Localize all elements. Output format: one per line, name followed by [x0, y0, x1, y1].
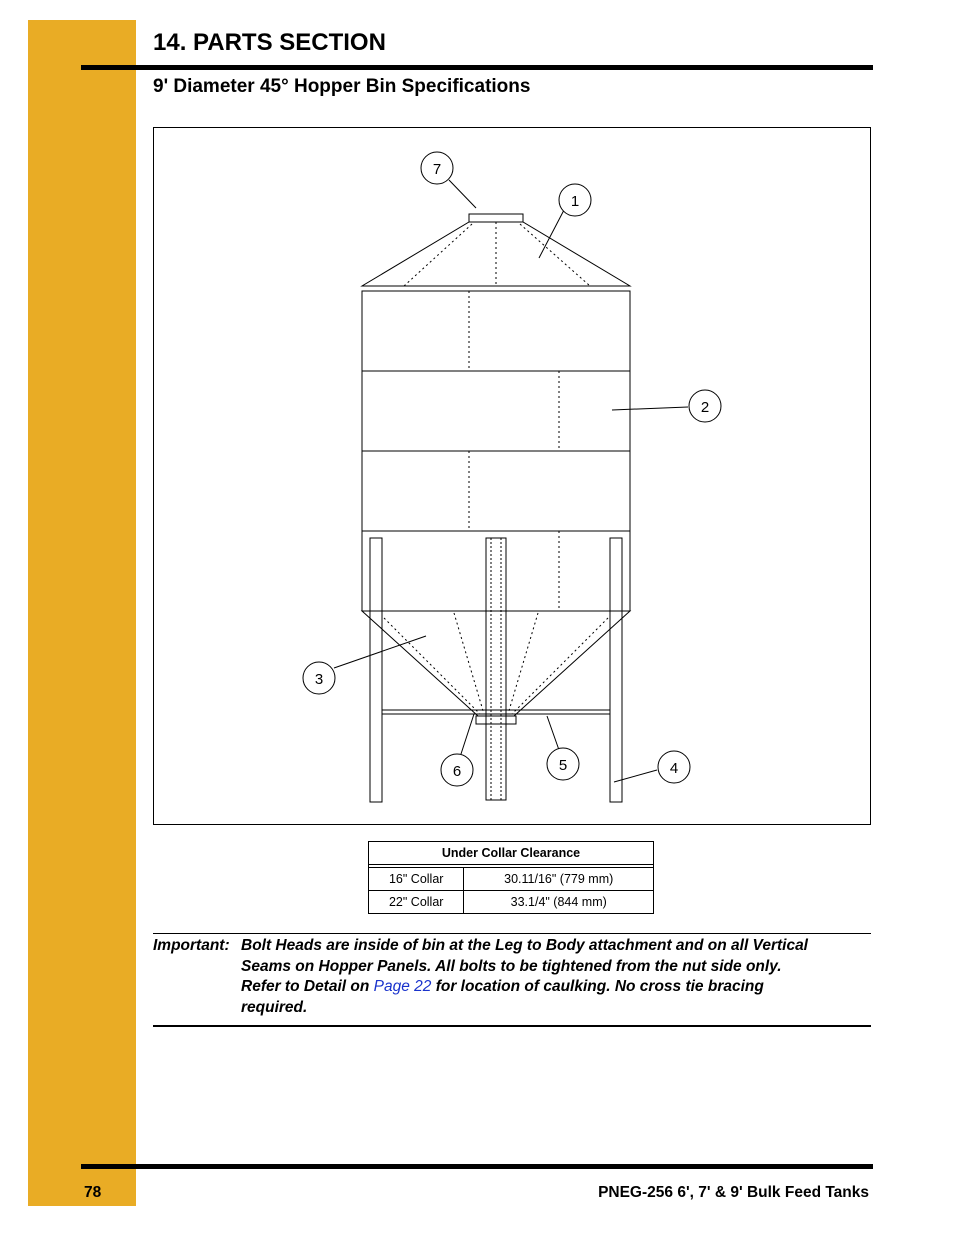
callout-6-label: 6: [452, 763, 462, 780]
bin-diagram: [154, 128, 870, 824]
callout-6: [441, 754, 473, 786]
note-bottom-rule: [153, 1025, 871, 1027]
note-line-3-post: for location of caulking. No cross tie bracing: [435, 978, 764, 995]
bin-leg-left: [370, 538, 382, 802]
note-line-3-pre: Refer to Detail on: [241, 978, 370, 995]
callout-7: [421, 152, 453, 184]
note-line-3: [153, 977, 873, 998]
collar-clearance-table: [368, 841, 654, 914]
callout-3: [303, 662, 335, 694]
sidebar-band: [28, 20, 136, 1206]
page-number: 78: [84, 1184, 102, 1201]
section-title: 14. PARTS SECTION: [153, 29, 386, 56]
hopper-seam: [512, 618, 608, 714]
body-ring-4: [362, 531, 630, 611]
bin-top-cap: [469, 214, 523, 222]
body-ring-1: [362, 291, 630, 371]
callout-3-label: 3: [314, 671, 324, 688]
callout-2: [689, 390, 721, 422]
note-line-1-text: Bolt Heads are inside of bin at the Leg to Body attachment and on all Vertical: [241, 937, 808, 954]
important-note: [153, 936, 873, 1018]
footer-rule: [81, 1164, 873, 1169]
header-rule: [81, 65, 873, 70]
leader-3: [334, 636, 426, 668]
leader-7: [449, 180, 476, 208]
page-22-link[interactable]: Page 22: [373, 978, 432, 995]
note-line-2: Seams on Hopper Panels. All bolts to be tightened from the nut side only.: [241, 957, 782, 975]
leader-2: [612, 407, 688, 410]
callout-1-label: 1: [570, 193, 580, 210]
callout-1: [559, 184, 591, 216]
callout-4: [658, 751, 690, 783]
hopper-cone: [362, 611, 630, 716]
body-ring-3: [362, 451, 630, 531]
note-line-4: required.: [241, 998, 308, 1016]
roof-seam: [520, 224, 590, 286]
body-ring-2: [362, 371, 630, 451]
hopper-outlet: [476, 716, 516, 724]
note-label: Important:: [153, 937, 230, 954]
callout-5-label: 5: [558, 757, 568, 774]
collar-cell: 16" Collar: [369, 868, 464, 891]
leader-6: [461, 714, 474, 754]
callout-5: [547, 748, 579, 780]
hopper-bin-drawing: [153, 127, 871, 825]
note-line-1: [153, 937, 808, 954]
bin-leg-right: [610, 538, 622, 802]
center-downspout: [486, 538, 506, 800]
clearance-cell: 33.1/4" (844 mm): [464, 891, 654, 914]
table-row: [369, 868, 654, 891]
callout-7-label: 7: [432, 161, 442, 178]
footer-doc-title: PNEG-256 6', 7' & 9' Bulk Feed Tanks: [598, 1184, 869, 1201]
collar-cell: 22" Collar: [369, 891, 464, 914]
table-header: Under Collar Clearance: [369, 842, 654, 865]
note-top-rule: [153, 933, 871, 934]
callout-2-label: 2: [700, 399, 710, 416]
callout-4-label: 4: [669, 760, 679, 777]
leader-4: [614, 770, 657, 782]
table-row: [369, 891, 654, 914]
leader-5: [547, 716, 559, 750]
clearance-cell: 30.11/16" (779 mm): [464, 868, 654, 891]
page-subtitle: 9' Diameter 45° Hopper Bin Specifications: [153, 76, 531, 97]
hopper-seam: [384, 618, 480, 714]
